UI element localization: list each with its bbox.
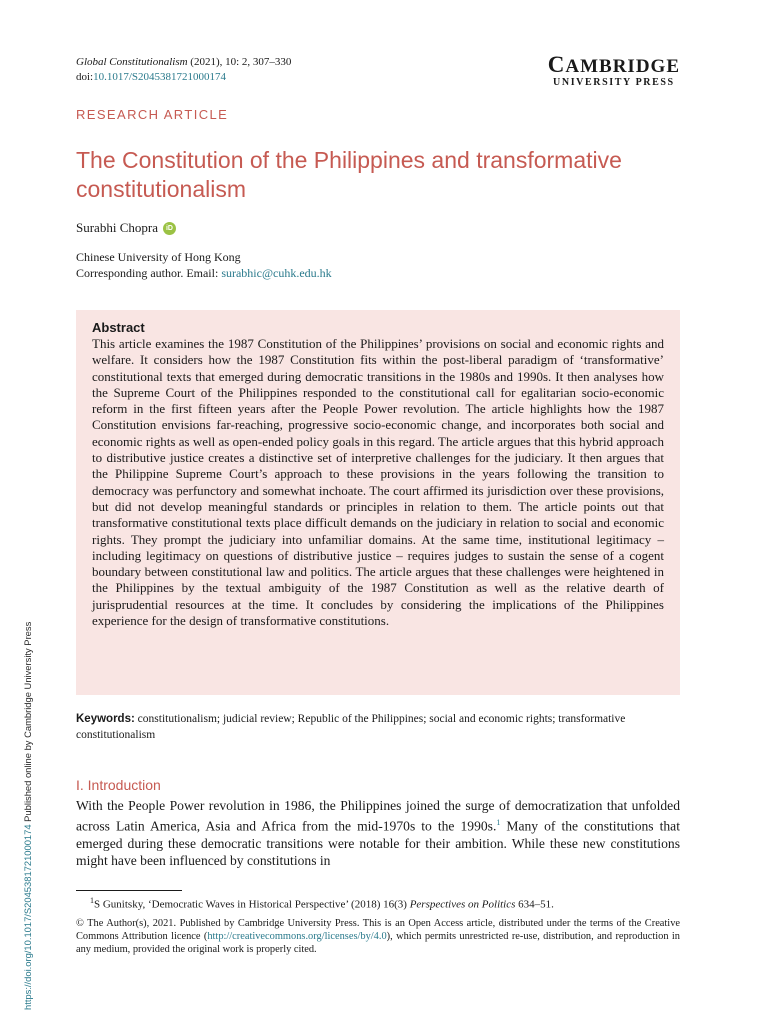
- journal-citation: [76, 55, 291, 85]
- footnote: [76, 893, 680, 913]
- license-text-2: ), which permits unrestricted re-use, distribution, and reproduction in any medium, provided the original work is properly cited.: [76, 931, 680, 955]
- author-email-link[interactable]: surabhic@cuhk.edu.hk: [221, 266, 332, 280]
- keywords-text: constitutionalism; judicial review; Republic of the Philippines; social and economic rights; transformative constitutionalism: [76, 713, 626, 741]
- keywords: [76, 711, 680, 743]
- license-url-link[interactable]: http://creativecommons.org/licenses/by/4.0: [207, 931, 387, 942]
- footnote-text-1: S Gunitsky, ‘Democratic Waves in Historical Perspective’ (2018) 16(3): [94, 898, 410, 911]
- introduction-paragraph: [76, 797, 680, 869]
- abstract-heading: Abstract: [92, 320, 145, 335]
- paragraph-text-1: With the People Power revolution in 1986, the Philippines joined the surge of democratization that unfolded across Latin America, Asia and Africa from the mid-1970s to the 1990s.: [76, 798, 680, 834]
- journal-name: Global Constitutionalism: [76, 56, 188, 68]
- license-notice: [76, 917, 680, 956]
- article-type: RESEARCH ARTICLE: [76, 107, 229, 122]
- author-line: [76, 220, 176, 236]
- footnote-text-2: 634–51.: [515, 898, 554, 911]
- doi-prefix: doi:: [76, 71, 94, 83]
- footnote-divider: [76, 890, 182, 891]
- abstract-text: This article examines the 1987 Constitution of the Philippines’ provisions on social and economic rights and welfare. It considers how the 1987 Constitution fits within the post-liberal paradigm of ‘transformative’ constitutional texts that emerged during democratic transitions in the 1980s and 1990s. It then analyses how the Supreme Court of the Philippines responded to the constitutional call for egalitarian socio-economic reform in the first fifteen years after the People Power revolution. The article highlights how the 1987 Constitution envisions far-reaching, progressive socio-economic change, and incorporates both social and economic rights as well as open-ended policy goals in this regard. The article argues that this hybrid approach to distributive justice creates a distinctive set of interpretive challenges for the judiciary. It then argues that the Philippine Supreme Court’s approach to these provisions in the years following the transition to democracy was perfunctory and somewhat inchoate. The court affirmed its jurisdiction over these provisions, but did not develop meaningful standards or principles in relation to them. The article points out that transformative constitutional texts place difficult demands on the judiciary in relation to social and economic rights. They prompt the judiciary into unfamiliar domains. At the same time, institutional legitimacy – including legitimacy on questions of distributive justice – requires judges to sustain the sense of a cogent boundary between constitutional law and politics. The article argues that these challenges were heightened in the Philippines by the textual ambiguity of the 1987 Constitution as well as the relative dearth of jurisprudential resources at the time. It concludes by considering the implications of the Philippines experience for the design of transformative constitutions.: [92, 336, 664, 629]
- side-doi-link[interactable]: https://doi.org/10.1017/S2045381721000174: [22, 824, 33, 1010]
- footnote-marker: 1: [90, 896, 94, 905]
- paragraph-text-2: Many of the constitutions that emerged during these democratic transitions were notable for their ambition. While these new constitutions might have been influenced by constitutions in: [76, 818, 680, 868]
- affiliation: [76, 249, 332, 281]
- institution: Chinese University of Hong Kong: [76, 250, 241, 264]
- footnote-ref-link[interactable]: 1: [496, 818, 501, 827]
- abstract-box: [76, 310, 680, 695]
- journal-volume-pages: (2021), 10: 2, 307–330: [187, 56, 292, 68]
- orcid-icon[interactable]: iD: [163, 222, 176, 235]
- keywords-label: Keywords:: [76, 713, 135, 725]
- publisher-initial: C: [547, 52, 566, 77]
- author-name: Surabhi Chopra: [76, 220, 158, 235]
- side-publisher-text: Published online by Cambridge University Press: [22, 621, 33, 825]
- section-heading: I. Introduction: [76, 777, 161, 793]
- corresponding-label: Corresponding author. Email:: [76, 266, 222, 280]
- footnote-journal: Perspectives on Politics: [409, 898, 516, 911]
- side-publication-strip: [22, 622, 33, 1010]
- article-title: The Constitution of the Philippines and transformative constitutionalism: [76, 147, 622, 202]
- doi-link[interactable]: 10.1017/S2045381721000174: [93, 71, 227, 83]
- publisher-logo-line1: CAMBRIDGE: [547, 52, 680, 77]
- publisher-logo: [547, 52, 680, 89]
- publisher-logo-line2: UNIVERSITY PRESS: [553, 77, 675, 88]
- license-text-1: © The Author(s), 2021. Published by Cambridge University Press. This is an Open Access article, distributed under the terms of the Creative Commons Attribution licence (: [76, 918, 680, 942]
